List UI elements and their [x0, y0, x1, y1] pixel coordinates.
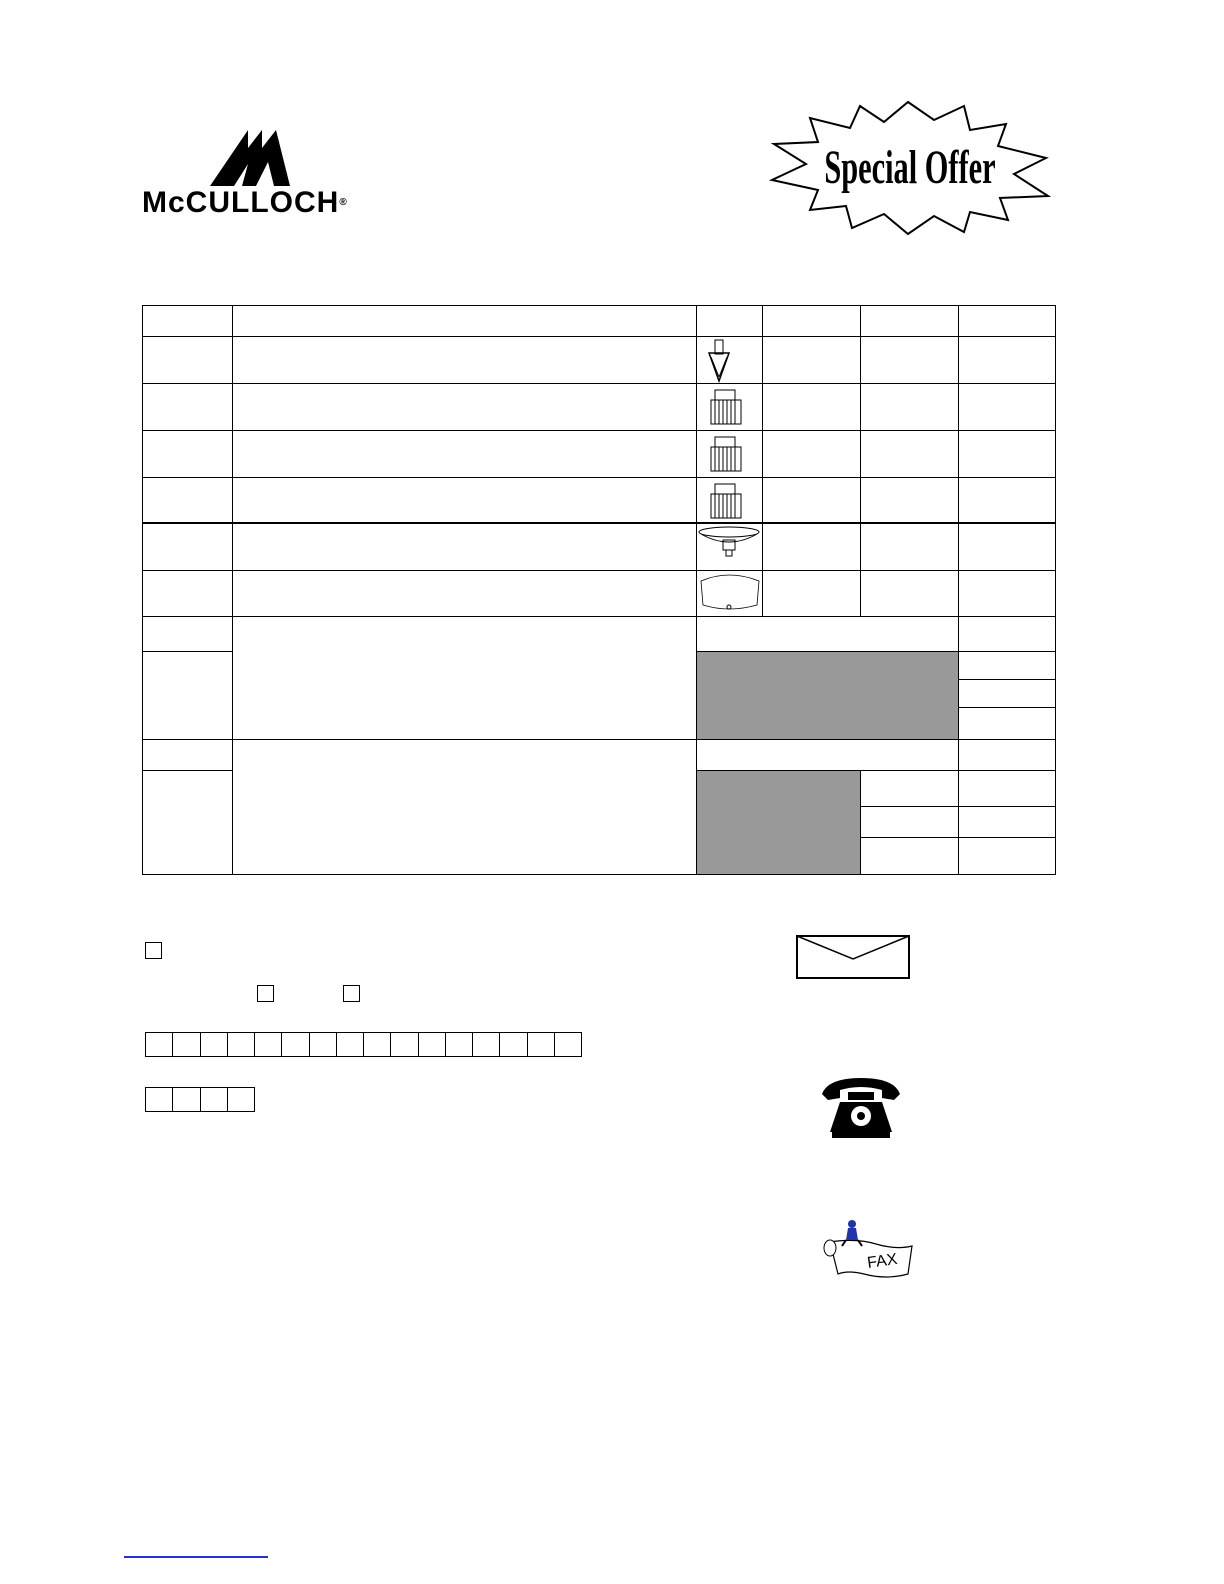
special-offer-badge [768, 100, 1052, 236]
trimmer-head-icon [697, 524, 762, 570]
blockB-option-1 [860, 770, 959, 807]
row1-col6 [958, 336, 1056, 384]
row5-code [142, 522, 233, 571]
row4-code [142, 477, 233, 524]
row4-col5 [860, 477, 959, 524]
footer-link-underline[interactable] [124, 1556, 268, 1558]
blockA-value-4 [958, 707, 1056, 740]
blockA-value-2 [958, 651, 1056, 680]
header-cell-5 [860, 305, 959, 337]
blockA-value-1 [958, 616, 1056, 652]
expiry-date-boxes[interactable] [145, 1087, 255, 1112]
row2-code [142, 383, 233, 431]
telephone-icon [818, 1076, 904, 1140]
row6-code [142, 570, 233, 617]
blockB-label-top [142, 739, 233, 771]
card-type-checkbox-1[interactable] [257, 985, 274, 1002]
header-cell-1 [142, 305, 233, 337]
svg-text:FAX: FAX [866, 1250, 899, 1272]
row6-col4 [762, 570, 861, 617]
row4-col6 [958, 477, 1056, 524]
row3-col4 [762, 430, 861, 478]
blockA-label-bottom [142, 651, 233, 740]
row2-col6 [958, 383, 1056, 431]
blockB-option-2 [860, 806, 959, 838]
card-type-checkbox-2[interactable] [343, 985, 360, 1002]
row2-description [232, 383, 697, 431]
payment-checkbox[interactable] [145, 942, 162, 959]
row5-col6 [958, 522, 1056, 571]
row6-col5 [860, 570, 959, 617]
order-form-table [142, 305, 1056, 875]
chain-sprocket-icon [697, 337, 762, 383]
fax-icon [816, 1216, 916, 1286]
blockB-shaded-area [696, 770, 861, 875]
row1-code [142, 336, 233, 384]
blockB-value-1 [958, 739, 1056, 771]
row2-col5 [860, 383, 959, 431]
header-cell-6 [958, 305, 1056, 337]
row5-image [696, 522, 763, 571]
blockB-value-3 [958, 806, 1056, 838]
blockA-value-3 [958, 679, 1056, 708]
row2-col4 [762, 383, 861, 431]
blockB-value-2 [958, 770, 1056, 807]
blockB-option-3 [860, 837, 959, 875]
blockA-shaded-area [696, 651, 959, 740]
row2-image [696, 383, 763, 431]
blockA-description [232, 616, 697, 740]
row6-description [232, 570, 697, 617]
blockB-description [232, 739, 697, 875]
special-offer-text: Special Offer [824, 140, 996, 194]
blockA-subtotal-label [696, 616, 959, 652]
header-cell-4 [762, 305, 861, 337]
logo-wordmark: McCULLOCH® [142, 186, 348, 219]
blockB-value-4 [958, 837, 1056, 875]
blockB-subtotal-label [696, 739, 959, 771]
row1-image [696, 336, 763, 384]
guard-cover-icon [697, 571, 762, 616]
header-cell-3 [696, 305, 763, 337]
row4-description [232, 477, 697, 524]
row1-description [232, 336, 697, 384]
card-number-boxes[interactable] [145, 1032, 582, 1057]
spark-plug-pack-icon [697, 431, 762, 477]
spark-plug-pack-icon [697, 478, 762, 523]
blockB-label-bottom [142, 770, 233, 875]
row5-col5 [860, 522, 959, 571]
row1-col5 [860, 336, 959, 384]
row3-code [142, 430, 233, 478]
row3-col6 [958, 430, 1056, 478]
row5-description [232, 522, 697, 571]
row4-col4 [762, 477, 861, 524]
spark-plug-pack-icon [697, 384, 762, 430]
row5-col4 [762, 522, 861, 571]
row3-image [696, 430, 763, 478]
envelope-icon [796, 935, 910, 979]
blockA-label-top [142, 616, 233, 652]
row6-image [696, 570, 763, 617]
row3-col5 [860, 430, 959, 478]
row1-col4 [762, 336, 861, 384]
row3-description [232, 430, 697, 478]
row4-image [696, 477, 763, 524]
row6-col6 [958, 570, 1056, 617]
header-cell-2 [232, 305, 697, 337]
